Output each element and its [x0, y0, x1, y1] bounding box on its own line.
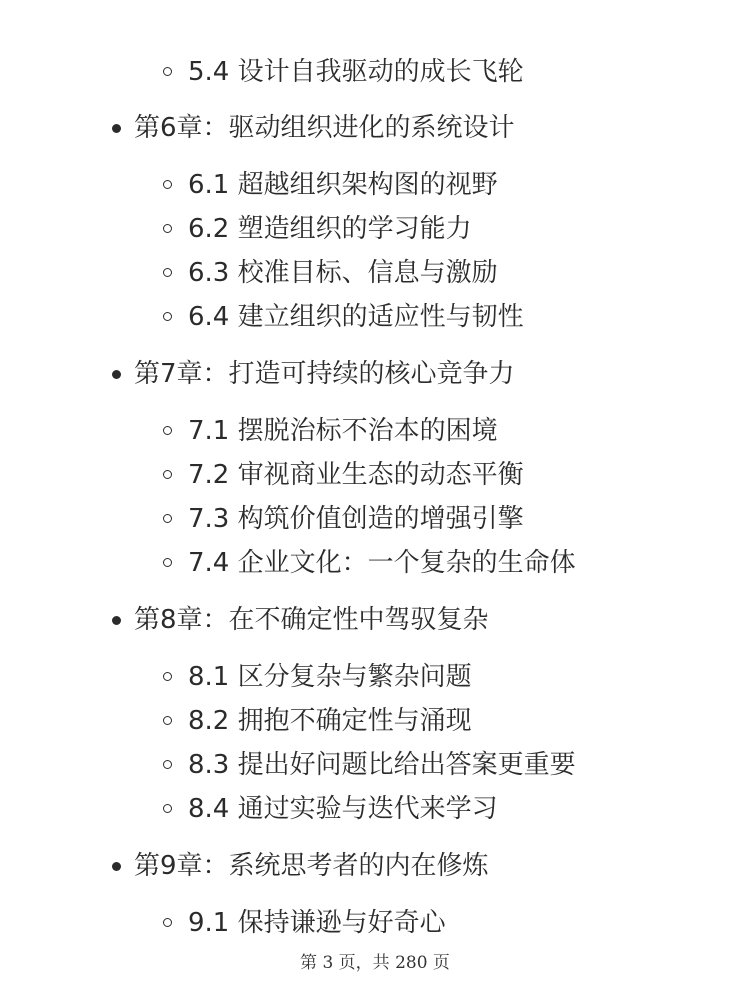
toc-section-item[interactable]	[0, 50, 750, 94]
toc-chapter-label: 第6章：驱动组织进化的系统设计	[134, 113, 515, 143]
toc-section-label: 6.4 建立组织的适应性与韧性	[188, 302, 524, 332]
circle-bullet-icon	[163, 918, 172, 927]
disc-bullet-icon	[112, 862, 121, 871]
disc-bullet-icon	[112, 370, 121, 379]
circle-bullet-icon	[163, 558, 172, 567]
toc-section-item[interactable]	[0, 453, 750, 497]
toc-section-label: 6.1 超越组织架构图的视野	[188, 170, 498, 200]
circle-bullet-icon	[163, 514, 172, 523]
toc-section-item[interactable]	[0, 699, 750, 743]
toc-section-label: 7.2 审视商业生态的动态平衡	[188, 460, 524, 490]
circle-bullet-icon	[163, 760, 172, 769]
toc-chapter-item[interactable]	[0, 844, 750, 888]
toc-section-label: 8.4 通过实验与迭代来学习	[188, 794, 498, 824]
toc-section-label: 8.3 提出好问题比给出答案更重要	[188, 750, 576, 780]
toc-section-item[interactable]	[0, 207, 750, 251]
toc-section-item[interactable]	[0, 743, 750, 787]
disc-bullet-icon	[112, 616, 121, 625]
circle-bullet-icon	[163, 716, 172, 725]
circle-bullet-icon	[163, 224, 172, 233]
circle-bullet-icon	[163, 268, 172, 277]
toc-section-item[interactable]	[0, 251, 750, 295]
toc-chapter-label: 第9章：系统思考者的内在修炼	[134, 851, 489, 881]
circle-bullet-icon	[163, 312, 172, 321]
circle-bullet-icon	[163, 804, 172, 813]
toc-section-label: 8.1 区分复杂与繁杂问题	[188, 662, 472, 692]
circle-bullet-icon	[163, 470, 172, 479]
toc-section-item[interactable]	[0, 497, 750, 541]
toc-section-item[interactable]	[0, 163, 750, 207]
toc-section-item[interactable]	[0, 409, 750, 453]
toc-chapter-item[interactable]	[0, 598, 750, 642]
toc-chapter-label: 第8章：在不确定性中驾驭复杂	[134, 605, 489, 635]
toc-section-item[interactable]	[0, 901, 750, 945]
toc-chapter-item[interactable]	[0, 352, 750, 396]
toc-section-item[interactable]	[0, 295, 750, 339]
toc-section-label: 6.3 校准目标、信息与激励	[188, 258, 498, 288]
circle-bullet-icon	[163, 67, 172, 76]
toc-section-label: 5.4 设计自我驱动的成长飞轮	[188, 57, 524, 87]
toc-section-label: 7.1 摆脱治标不治本的困境	[188, 416, 498, 446]
toc-chapter-label: 第7章：打造可持续的核心竞争力	[134, 359, 515, 389]
toc-section-label: 8.2 拥抱不确定性与涌现	[188, 706, 472, 736]
circle-bullet-icon	[163, 672, 172, 681]
toc-section-item[interactable]	[0, 787, 750, 831]
toc-section-label: 7.3 构筑价值创造的增强引擎	[188, 504, 524, 534]
toc-section-item[interactable]	[0, 655, 750, 699]
toc-section-label: 9.1 保持谦逊与好奇心	[188, 908, 446, 938]
circle-bullet-icon	[163, 426, 172, 435]
toc-section-label: 7.4 企业文化：一个复杂的生命体	[188, 548, 576, 578]
toc-section-label: 6.2 塑造组织的学习能力	[188, 214, 472, 244]
toc-chapter-item[interactable]	[0, 106, 750, 150]
circle-bullet-icon	[163, 180, 172, 189]
toc-section-item[interactable]	[0, 541, 750, 585]
page-number-footer: 第 3 页，共 280 页	[300, 953, 450, 973]
disc-bullet-icon	[112, 124, 121, 133]
